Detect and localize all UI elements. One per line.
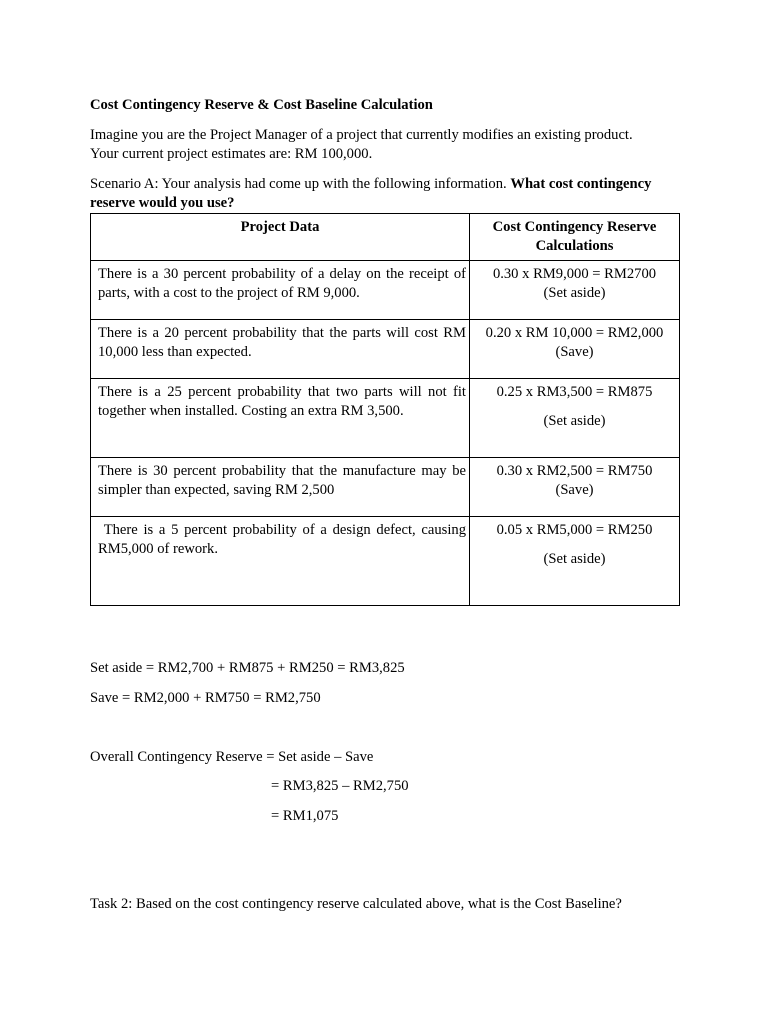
task-2-question: Task 2: Based on the cost contingency reserve calculated above, what is the Cost Baseline?	[90, 896, 622, 912]
project-data-cell: There is 30 percent probability that the manufacture may be simpler than expected, saving RM 2,500	[91, 458, 470, 517]
table-row	[91, 261, 680, 320]
table-row	[91, 379, 680, 458]
table-row	[91, 320, 680, 379]
calculation-cell	[470, 379, 680, 458]
overall-reserve-result: = RM1,075	[271, 808, 339, 824]
scenario-question-part-1: What cost contingency	[510, 176, 652, 192]
calculation-formula: 0.30 x RM9,000 = RM2700	[492, 266, 657, 282]
calculation-formula: 0.20 x RM 10,000 = RM2,000	[485, 325, 664, 341]
project-data-cell: There is a 5 percent probability of a design defect, causing RM5,000 of rework.	[91, 517, 470, 606]
calculation-formula: 0.30 x RM2,500 = RM750	[496, 463, 653, 479]
project-data-cell: There is a 30 percent probability of a delay on the receipt of parts, with a cost to the project of RM 9,000.	[91, 261, 470, 320]
header-reserve-calculations: Cost Contingency Reserve Calculations	[470, 214, 680, 261]
set-aside-total: Set aside = RM2,700 + RM875 + RM250 = RM3,825	[90, 660, 405, 676]
table-row	[91, 517, 680, 606]
intro-line-2: Your current project estimates are: RM 100,000.	[90, 146, 373, 162]
header-project-data: Project Data	[91, 214, 470, 261]
table-row	[91, 458, 680, 517]
table-header-row	[91, 214, 680, 261]
overall-reserve-step-1: = RM3,825 – RM2,750	[271, 778, 409, 794]
cost-contingency-table	[90, 213, 680, 606]
save-total: Save = RM2,000 + RM750 = RM2,750	[90, 690, 321, 706]
calculation-note: (Save)	[555, 482, 594, 498]
document-title: Cost Contingency Reserve & Cost Baseline Calculation	[90, 97, 433, 113]
calculation-note: (Set aside)	[543, 551, 606, 567]
calculation-cell	[470, 320, 680, 379]
intro-line-1: Imagine you are the Project Manager of a project that currently modifies an existing product.	[90, 127, 633, 143]
scenario-prefix: Scenario A: Your analysis had come up with the following information.	[90, 176, 507, 192]
calculation-cell	[470, 261, 680, 320]
calculation-formula: 0.05 x RM5,000 = RM250	[496, 522, 653, 538]
project-data-cell: There is a 20 percent probability that the parts will cost RM 10,000 less than expected.	[91, 320, 470, 379]
calculation-formula: 0.25 x RM3,500 = RM875	[496, 384, 653, 400]
scenario-question-part-2: reserve would you use?	[90, 195, 235, 211]
calculation-note: (Set aside)	[543, 413, 606, 429]
scenario-line-1	[90, 175, 651, 194]
overall-reserve-formula: Overall Contingency Reserve = Set aside – Save	[90, 749, 374, 765]
calculation-cell	[470, 517, 680, 606]
project-data-cell: There is a 25 percent probability that two parts will not fit together when installed. Costing an extra RM 3,500.	[91, 379, 470, 458]
calculation-note: (Save)	[555, 344, 594, 360]
calculation-note: (Set aside)	[543, 285, 606, 301]
calculation-cell	[470, 458, 680, 517]
